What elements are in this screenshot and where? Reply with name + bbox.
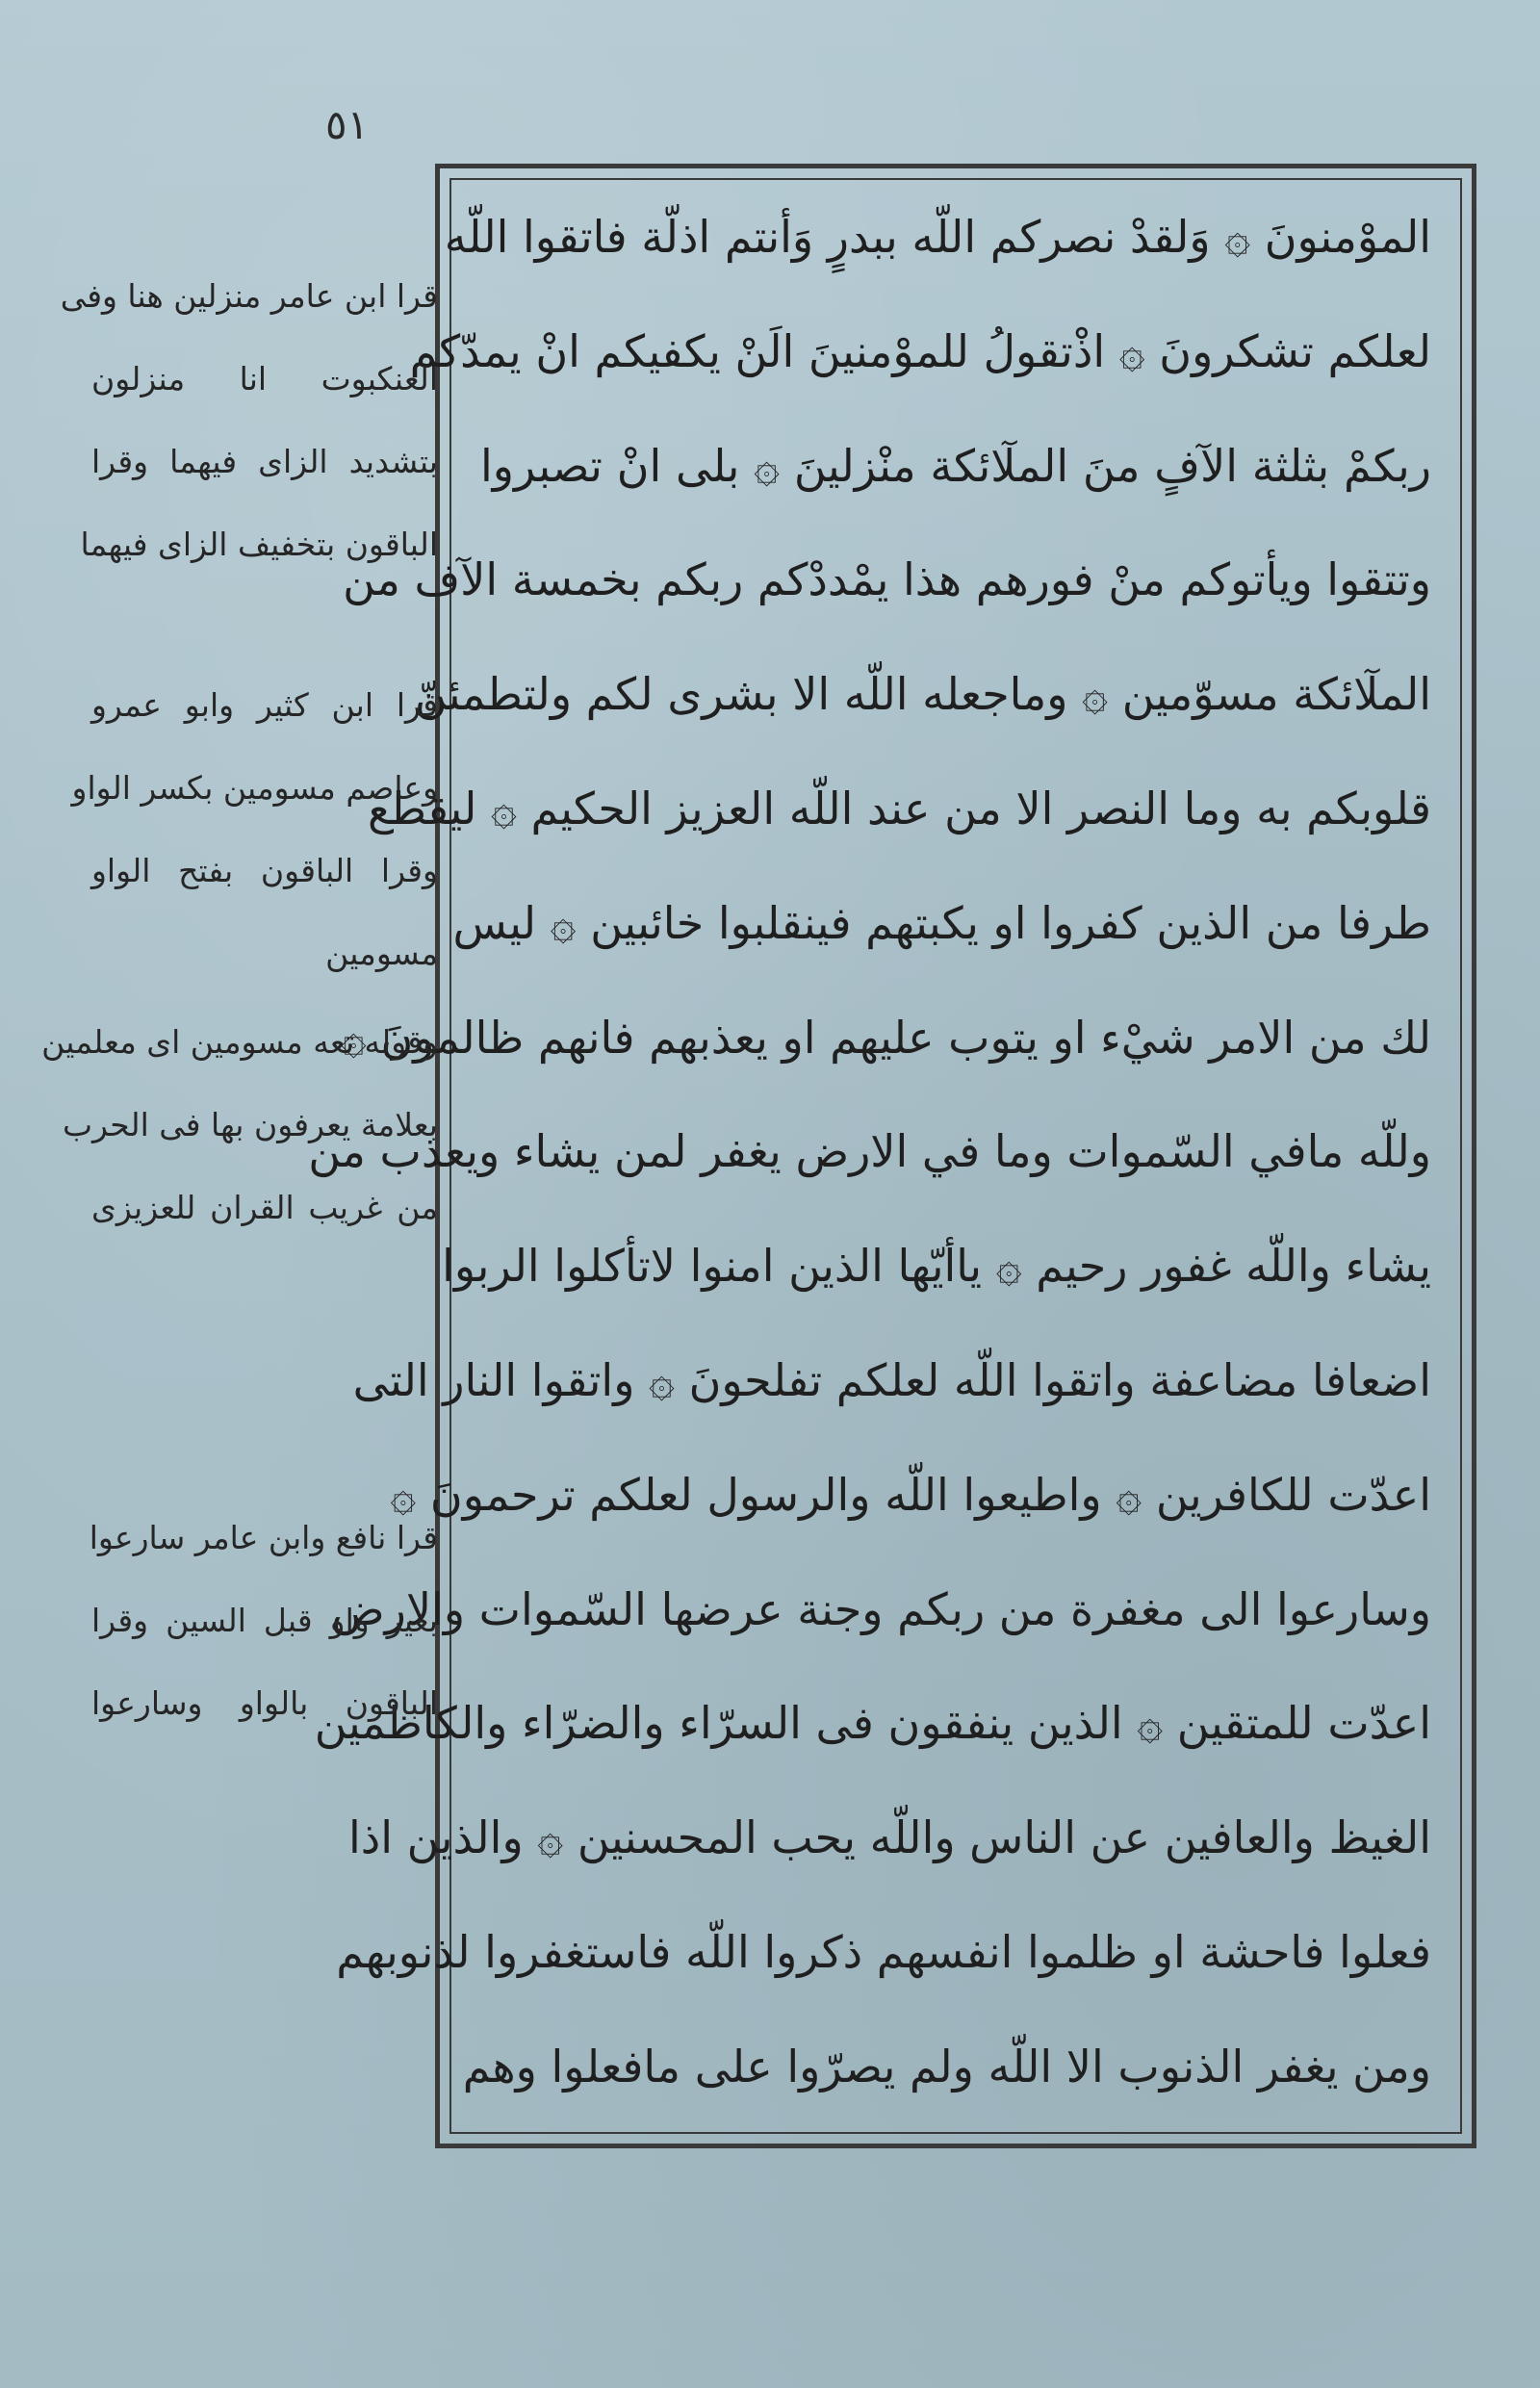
main-text-line: ربكمْ بثلثة الآفٍ منَ الملٓائكة منْزلينَ ۞ بلى انْ تصبروا	[480, 439, 1431, 492]
margin-note-line: بعلامة يعرفون بها فى الحرب	[62, 1106, 438, 1143]
main-text-line: الموْمنونَ ۞ وَلقدْ نصركم اللّه ببدرٍ وَأنتم اذلّة فاتقوا اللّه	[444, 211, 1431, 263]
main-text-line: يشاء واللّه غفور رحيم ۞ ياأيّها الذين امنوا لاتأكلوا الربوا	[442, 1240, 1431, 1293]
main-text-line: قلوبكم به وما النصر الا من عند اللّه العزيز الحكيم ۞ ليقطع	[367, 782, 1431, 835]
main-text-line: لك من الامر شيْء او يتوب عليهم او يعذبهم فانهم ظالمونَ ۞	[340, 1011, 1431, 1064]
margin-note-line: الباقون بالواو وسارعوا	[91, 1684, 438, 1722]
main-text-line: وتتقوا ويأتوكم منْ فورهم هذا يمْددْكم ربكم بخمسة الآف من	[343, 553, 1431, 606]
main-text-line: اعدّت للمتقين ۞ الذين ينفقون فى السرّاء والضرّاء والكاظمين	[314, 1697, 1431, 1750]
margin-note-line: مسومين	[325, 935, 438, 972]
margin-note-line: وقرا الباقون بفتح الواو	[91, 852, 438, 889]
main-text-line: اضعافا مضاعفة واتقوا اللّه لعلكم تفلحونَ ۞ واتقوا النار التى	[352, 1353, 1431, 1406]
main-text-line: وللّه مافي السّموات وما في الارض يغفر لمن يشاء ويعذب من	[308, 1125, 1431, 1178]
margin-note-line: بتشديد الزاى فيهما وقرا	[91, 443, 438, 480]
main-text-line: ومن يغفر الذنوب الا اللّه ولم يصرّوا على مافعلوا وهم	[462, 2040, 1431, 2093]
margin-note-line: قرا نافع وابن عامر سارعوا	[89, 1519, 438, 1556]
main-text-line: طرفا من الذين كفروا او يكبتهم فينقلبوا خائبين ۞ ليس	[452, 896, 1431, 949]
margin-note-line: وقوله تعه مسومين اى معلمين	[41, 1023, 438, 1061]
margin-note-line: العنكبوت انا منزلون	[91, 360, 438, 398]
margin-note-line: قرا ابن كثير وابو عمرو	[91, 686, 438, 724]
main-text-line: الملٓائكة مسوّمين ۞ وماجعله اللّه الا بشرى لكم ولتطمئنّ	[414, 668, 1431, 721]
margin-note-line: قرا ابن عامر منزلين هنا وفى	[60, 277, 438, 315]
margin-note-line: وعاصم مسومين بكسر الواو	[71, 769, 438, 807]
main-text-block	[308, 178, 1462, 2134]
margin-note-line: بغير واو قبل السين وقرا	[91, 1602, 438, 1639]
margin-note-musawwimin-meaning	[41, 1001, 438, 1249]
margin-note-munzilin	[60, 255, 438, 586]
page-number: ٥١	[325, 101, 370, 148]
margin-note-saariuu	[91, 1497, 438, 1745]
main-text-line: لعلكم تشكرونَ ۞ اذْتقولُ للموْمنينَ الَنْ يكفيكم انْ يمدّكم	[409, 324, 1431, 377]
main-text-line: وسارعوا الى مغفرة من ربكم وجنة عرضها السّموات والارض	[331, 1582, 1431, 1635]
margin-note-line: الباقون بتخفيف الزاى فيهما	[80, 526, 438, 563]
main-text-line: اعدّت للكافرين ۞ واطيعوا اللّه والرسول لعلكم ترحمونَ ۞	[390, 1468, 1431, 1521]
margin-note-musawwimin-reading	[71, 664, 438, 995]
main-text-line: الغيظ والعافين عن الناس واللّه يحب المحسنين ۞ والذين اذا	[348, 1811, 1431, 1864]
margin-note-line: من غريب القران للعزيزى	[91, 1189, 438, 1226]
main-text-line: فعلوا فاحشة او ظلموا انفسهم ذكروا اللّه فاستغفروا لذنوبهم	[336, 1925, 1431, 1978]
